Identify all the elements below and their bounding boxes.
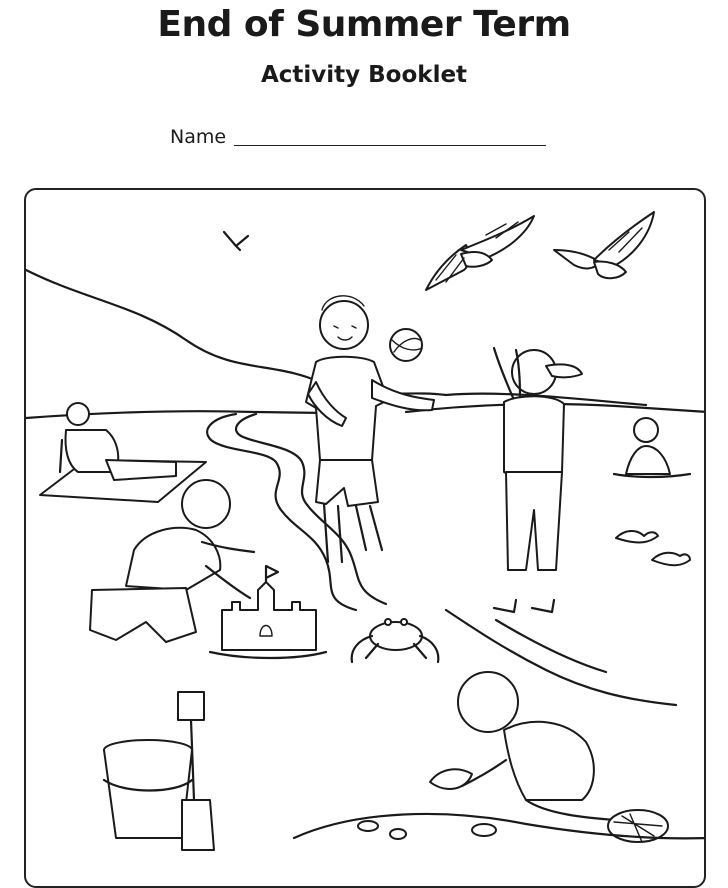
name-field[interactable]	[170, 124, 550, 150]
ball	[390, 329, 422, 361]
shells-and-net	[294, 810, 706, 842]
page-subtitle: Activity Booklet	[260, 62, 468, 88]
distant-bird	[224, 232, 248, 250]
beach-scene-illustration	[26, 190, 706, 888]
fish-2	[652, 553, 690, 566]
crab	[352, 619, 439, 662]
fish-1	[616, 531, 658, 542]
colouring-picture-frame	[24, 188, 706, 888]
sandcastle	[210, 566, 326, 658]
swimming-child	[614, 418, 690, 477]
name-write-line[interactable]	[234, 145, 546, 146]
bucket	[104, 740, 192, 838]
seagull-left	[426, 216, 534, 290]
name-label: Name	[170, 126, 227, 148]
child-collecting-shells	[430, 672, 616, 820]
sunbathing-child	[40, 403, 206, 502]
girl-catching-ball	[494, 348, 582, 612]
page-title: End of Summer Term	[157, 4, 571, 45]
seagull-right	[554, 212, 654, 278]
